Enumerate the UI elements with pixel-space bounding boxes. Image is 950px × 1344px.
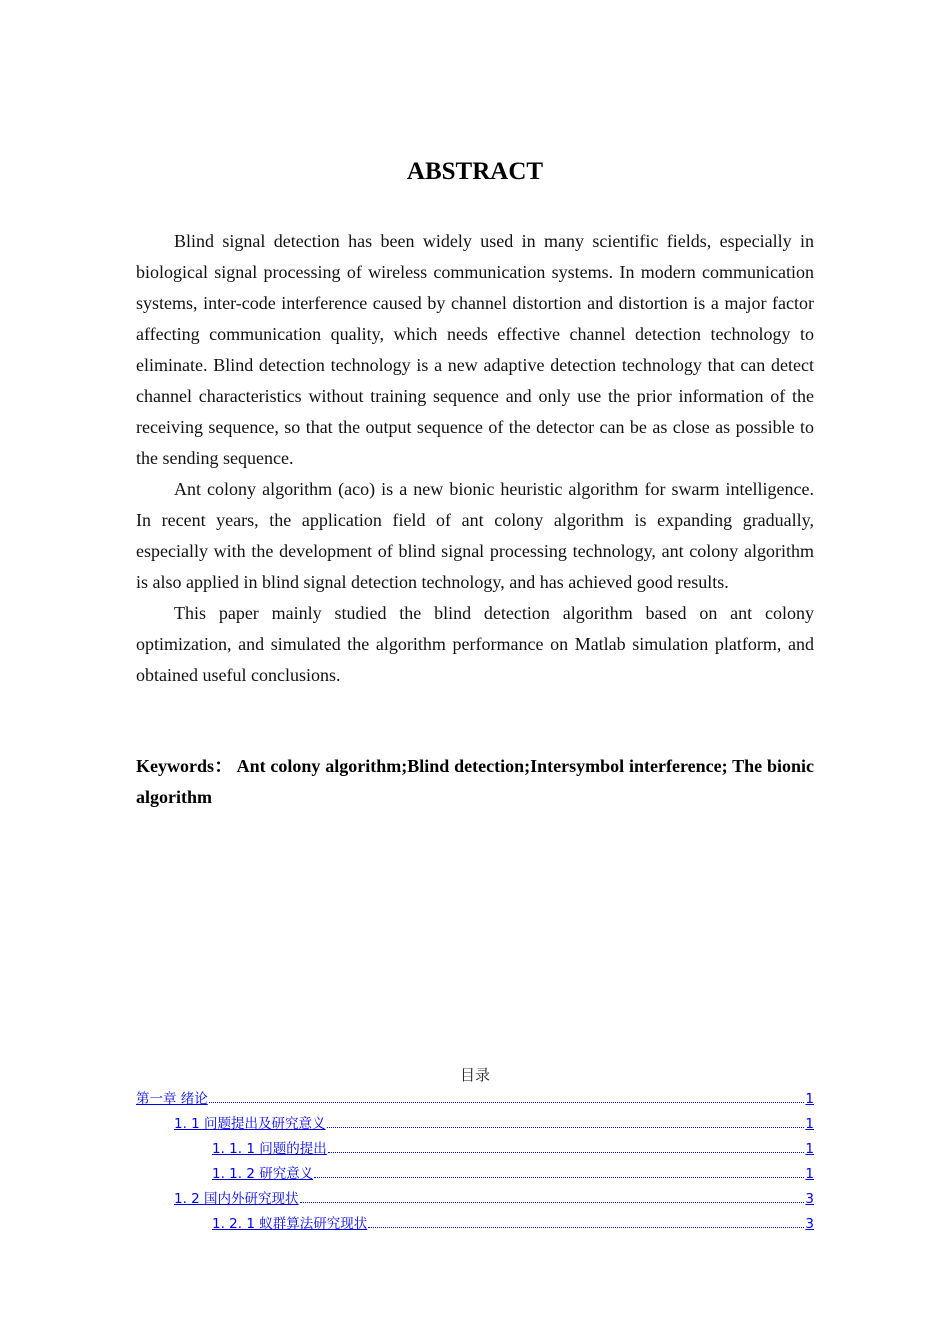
toc-entry-page: 1: [805, 1141, 814, 1157]
toc-entry-1-1-1[interactable]: [136, 1137, 814, 1162]
toc-entry-1-2-1[interactable]: [136, 1212, 814, 1237]
toc-entry-label: 1. 1. 1 问题的提出: [212, 1141, 327, 1157]
toc-entry-label: 1. 2. 1 蚁群算法研究现状: [212, 1216, 368, 1232]
toc-entry-label: 1. 2 国内外研究现状: [174, 1191, 299, 1207]
abstract-title: ABSTRACT: [406, 158, 544, 185]
toc-leader-dots: [328, 1151, 805, 1153]
toc-entry-page: 1: [805, 1116, 814, 1132]
toc-entry-page: 1: [805, 1166, 814, 1182]
abstract-paragraph: Ant colony algorithm (aco) is a new bionic heuristic algorithm for swarm intelligence. In recent years, the application field of ant colony algorithm is expanding gradually, especially with the development of blind signal processing technology, ant colony algorithm is also applied in blind signal detection technology, and has achieved good results.: [136, 479, 814, 592]
toc-leader-dots: [327, 1126, 805, 1128]
toc-leader-dots: [300, 1201, 805, 1203]
toc-entry-1-1[interactable]: [136, 1112, 814, 1137]
toc-entry-label: 1. 1. 2 研究意义: [212, 1166, 314, 1182]
toc-entry-1-1-2[interactable]: [136, 1162, 814, 1187]
toc-title: 目录: [459, 1066, 490, 1084]
toc-entry-chapter-1[interactable]: [136, 1087, 814, 1112]
toc-entry-label: 第一章 绪论: [136, 1091, 208, 1107]
toc-leader-dots: [209, 1101, 805, 1103]
toc-entry-page: 3: [805, 1216, 814, 1232]
toc-leader-dots: [368, 1226, 804, 1228]
toc-entry-1-2[interactable]: [136, 1187, 814, 1212]
abstract-paragraph: Blind signal detection has been widely used in many scientific fields, especially in biological signal processing of wireless communication systems. In modern communication systems, inter-code interference caused by channel distortion and distortion is a major factor affecting communication quality, which needs effective channel detection technology to eliminate. Blind detection technology is a new adaptive detection technology that can detect channel characteristics without training sequence and only use the prior information of the receiving sequence, so that the output sequence of the detector can be as close as possible to the sending sequence.: [136, 231, 814, 468]
keywords: Keywords： Ant colony algorithm;Blind detection;Intersymbol interference; The bionic algorithm: [136, 756, 814, 807]
toc-leader-dots: [314, 1176, 804, 1178]
table-of-contents: [136, 1087, 814, 1237]
toc-entry-label: 1. 1 问题提出及研究意义: [174, 1116, 326, 1132]
abstract-body: [136, 226, 814, 691]
abstract-paragraph: This paper mainly studied the blind detection algorithm based on ant colony optimization, and simulated the algorithm performance on Matlab simulation platform, and obtained useful conclusions.: [136, 603, 814, 685]
toc-entry-page: 3: [805, 1191, 814, 1207]
toc-entry-page: 1: [805, 1091, 814, 1107]
